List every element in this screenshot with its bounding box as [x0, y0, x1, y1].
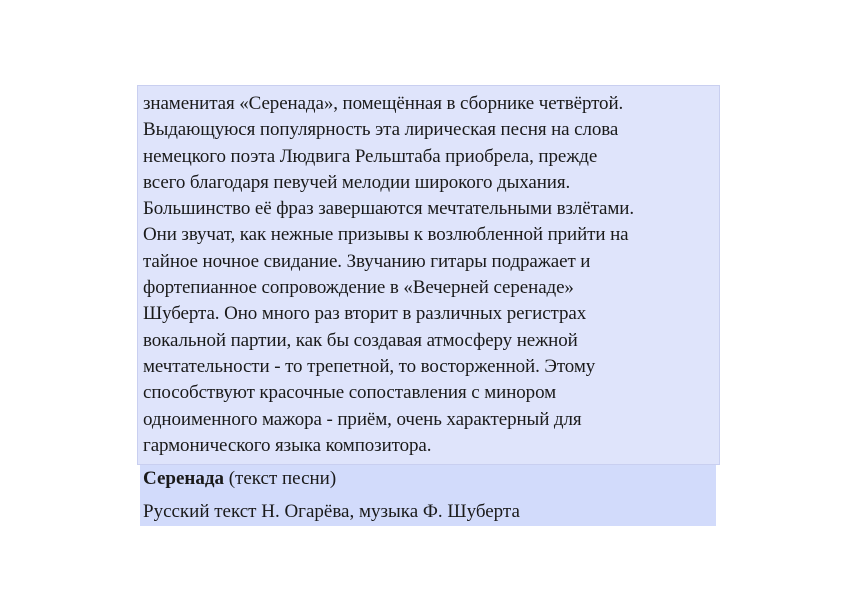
- article-line: Выдающуюся популярность эта лирическая песня на слова: [143, 119, 619, 141]
- article-line: вокальной партии, как бы создавая атмосферу нежной: [143, 329, 578, 351]
- song-credits: Русский текст Н. Огарёва, музыка Ф. Шуберта: [143, 501, 520, 522]
- article-line: фортепианное сопровождение в «Вечерней серенаде»: [143, 277, 574, 299]
- article-line: одноименного мажора - приём, очень характерный для: [143, 408, 582, 430]
- article-line: Большинство её фраз завершаются мечтательными взлётами.: [143, 198, 634, 220]
- article-line: тайное ночное свидание. Звучанию гитары подражает и: [143, 250, 591, 272]
- song-caption-box: [140, 465, 716, 526]
- article-text-box: [137, 85, 720, 465]
- article-line: мечтательности - то трепетной, то восторженной. Этому: [143, 355, 596, 377]
- article-line: Они звучат, как нежные призывы к возлюбленной прийти на: [143, 224, 629, 246]
- article-line: Шуберта. Оно много раз вторит в различных регистрах: [143, 303, 587, 325]
- song-title: [143, 468, 336, 490]
- article-line: гармонического языка композитора.: [143, 434, 432, 456]
- article-line: немецкого поэта Людвига Рельштаба приобрела, прежде: [143, 145, 598, 167]
- article-line: всего благодаря певучей мелодии широкого дыхания.: [143, 171, 571, 193]
- article-line: способствуют красочные сопоставления с минором: [143, 382, 557, 404]
- song-title-bold: Серенада: [143, 468, 224, 489]
- song-title-rest: (текст песни): [223, 468, 337, 489]
- article-line: знаменитая «Серенада», помещённая в сборнике четвёртой.: [143, 93, 624, 114]
